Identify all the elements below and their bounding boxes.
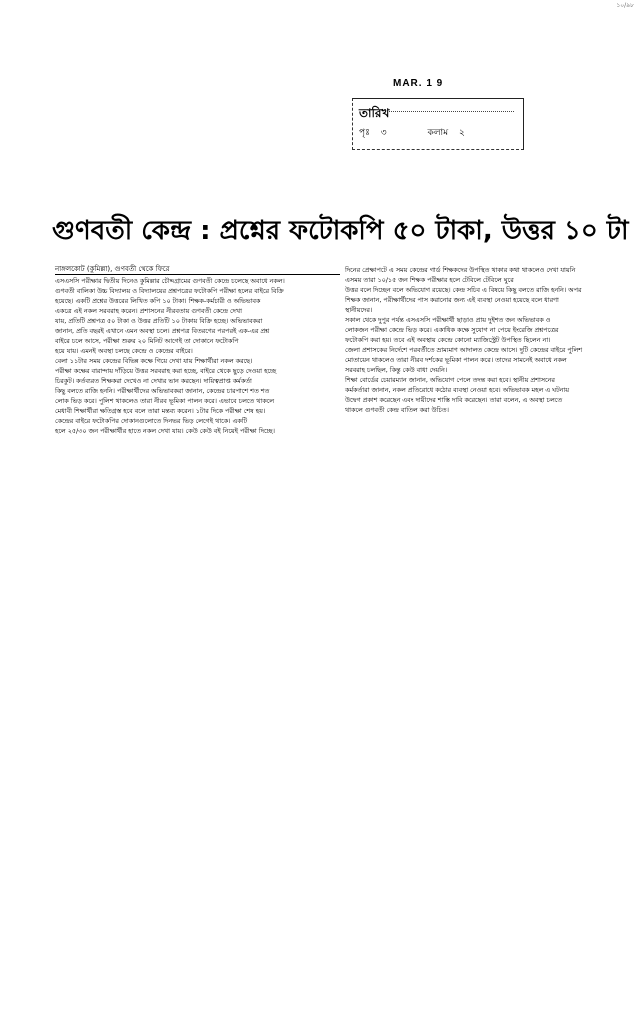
article-line: জেলা প্রশাসকের নির্দেশে পরবর্তীতে ভ্রাম্যমাণ আদালত কেন্দ্রে আসে। দুটি কেন্দ্রের বাইরে পুলিশ xyxy=(345,346,583,354)
stamp-date: MAR. 1 9 xyxy=(393,78,444,89)
article-line: দিনের প্রেক্ষাপটে এ সময় কেন্দ্রের গার্ড শিক্ষকদের উপস্থিত থাকার কথা থাকলেও দেখা যায়নি xyxy=(345,266,576,274)
article-line: শিক্ষক জানান, পরীক্ষার্থীদের পাস করানোর জন্য এই ব্যবস্থা নেওয়া হয়েছে বলে ধারণা xyxy=(345,296,559,304)
article-line: জানান, প্রতি বছরই এখানে এমন অবস্থা চলে। প্রশ্নপত্র বিতরণের পরপরই এক-এর প্রশ্ন xyxy=(55,327,270,335)
article-line: কর্মকর্তারা জানান, নকল প্রতিরোধে কঠোর ব্যবস্থা নেওয়া হবে। অভিভাবক মহল এ ঘটনায় xyxy=(345,386,569,394)
article-line: সরবরাহ চলছিল, কিন্তু কেউ বাধা দেয়নি। xyxy=(345,366,448,374)
article-line: উত্তর বলে দিচ্ছেন বলে অভিযোগ রয়েছে। কেন্দ্র সচিব এ বিষয়ে কিছু বলতে রাজি হননি। অপর xyxy=(345,286,582,294)
archive-mark: ১০/৯৮ xyxy=(616,2,634,9)
article-line: চিরকুট। কর্তব্যরত শিক্ষকরা দেখেও না দেখার ভান করছেন। দায়িত্বপ্রাপ্ত কর্মকর্তা xyxy=(55,377,252,385)
article-line: এসএসসি পরীক্ষার দ্বিতীয় দিনেও কুমিল্লার চৌদ্দগ্রামের গুণবতী কেন্দ্রে চলেছে অবাধে নকল। xyxy=(55,277,285,285)
article-line: স্থানীয়দের। xyxy=(345,306,373,314)
article-line: হয়ে যায়। এমনই অবস্থা চলছে কেন্দ্রে ও কেন্দ্রের বাইরে। xyxy=(55,347,193,355)
article-line: গুণবতী বালিকা উচ্চ বিদ্যালয় ও বিদ্যালয়ের প্রশ্নপত্রের ফটোকপি পরীক্ষা হলের বাইরে বিক্রি xyxy=(55,287,284,295)
page-label: পৃঃ xyxy=(359,128,370,138)
column-value: ২ xyxy=(459,128,465,138)
article-line: মেধাবী শিক্ষার্থীরা ক্ষতিগ্রস্ত হবে বলে তারা মন্তব্য করেন। ১টার দিকে পরীক্ষা শেষ হয়। xyxy=(55,407,266,415)
article-line: কিছু বলতে রাজি হননি। পরীক্ষার্থীদের অভিভাবকরা জানান, কেন্দ্রের চারপাশে শত শত xyxy=(55,387,270,395)
clipping-stamp xyxy=(352,98,524,150)
article-line: এসময় তারা ১০/১৫ জন শিক্ষক পরীক্ষার হলে টেবিলে টেবিলে ঘুরে xyxy=(345,276,514,284)
article-line: পরীক্ষা কক্ষের বারান্দায় দাঁড়িয়ে উত্তর সরবরাহ করা হচ্ছে, বাইরে থেকে ছুড়ে দেওয়া হচ্ছে xyxy=(55,367,277,375)
article-line: থাকলে গুণবতী কেন্দ্র বাতিল করা উচিত। xyxy=(345,406,449,414)
article-line: লোক ভিড় করে। পুলিশ থাকলেও তারা নীরব ভূমিকা পালন করে। এভাবে চলতে থাকলে xyxy=(55,397,275,405)
article-line: কেন্দ্রের বাইরে ফটোকপির দোকানগুলোতে দিনভর ভিড় লেগেই থাকে। একটি xyxy=(55,417,248,425)
right-column xyxy=(345,265,613,415)
headline: গুণবতী কেন্দ্র : প্রশ্নের ফটোকপি ৫০ টাকা, উত্তর ১০ টা xyxy=(52,216,629,246)
date-line xyxy=(389,111,514,112)
article-line: মোতায়েন থাকলেও তারা নীরব দর্শকের ভূমিকা পালন করে। তাদের সামনেই অবাধে নকল xyxy=(345,356,567,364)
article-line: লোকজন পরীক্ষা কেন্দ্রে ভিড় করে। একাধিক কক্ষে সুযোগ না পেয়ে ইংরেজি প্রশ্নপত্রের xyxy=(345,326,559,334)
article-line: উদ্বেগ প্রকাশ করেছেন এবং দায়ীদের শাস্তি দাবি করেছেন। তারা বলেন, এ অবস্থা চলতে xyxy=(345,396,563,404)
article-line: হয়েছে। একটি প্রশ্নের উত্তরের লিখিত কপি ১০ টাকা। শিক্ষক-কর্মচারী ও অভিভাবক xyxy=(55,297,261,305)
article-line: বেলা ১১টার সময় কেন্দ্রের বিভিন্ন কক্ষে গিয়ে দেখা যায় শিক্ষার্থীরা নকল করছে। xyxy=(55,357,253,365)
article-line: বাইরে চলে আসে, পরীক্ষা শুরুর ২০ মিনিট আগেই তা দোকানে ফটোকপি xyxy=(55,337,239,345)
article-line: শিক্ষা বোর্ডের চেয়ারম্যান জানান, অভিযোগ পেলে তদন্ত করা হবে। স্থানীয় প্রশাসনের xyxy=(345,376,555,384)
article-line: একত্রে এই নকল সরবরাহ করেন। প্রশাসনের নীরবতায় গুণবতী কেন্দ্রে দেখা xyxy=(55,307,242,315)
article-line: হলে ২৫/৩০ জন পরীক্ষার্থীর হাতে নকল দেখা যায়। কেউ কেউ বই নিয়েই পরীক্ষা দিচ্ছে। xyxy=(55,427,275,435)
column-label: কলাম xyxy=(427,128,449,138)
article-line: সকাল থেকে দুপুর পর্যন্ত এসএসসি পরীক্ষার্থী ছাড়াও প্রায় দুইশত জন অভিভাবক ও xyxy=(345,316,551,324)
date-label: তারিখ xyxy=(359,106,390,120)
article-line: যায়, প্রতিটি প্রশ্নপত্র ৫০ টাকা ও উত্তর প্রতিটি ১০ টাকায় বিক্রি হচ্ছে। অভিভাবকরা xyxy=(55,317,263,325)
page-value: ৩ xyxy=(380,128,387,138)
left-column xyxy=(55,276,340,436)
article-line: ফটোকপি করা হয়। তবে এই অবস্থায় কেন্দ্রে কোনো ম্যাজিস্ট্রেট উপস্থিত ছিলেন না। xyxy=(345,336,551,344)
byline: নাঙ্গলকোট (কুমিল্লা), গুণবতী থেকে ফিরে xyxy=(55,265,340,275)
